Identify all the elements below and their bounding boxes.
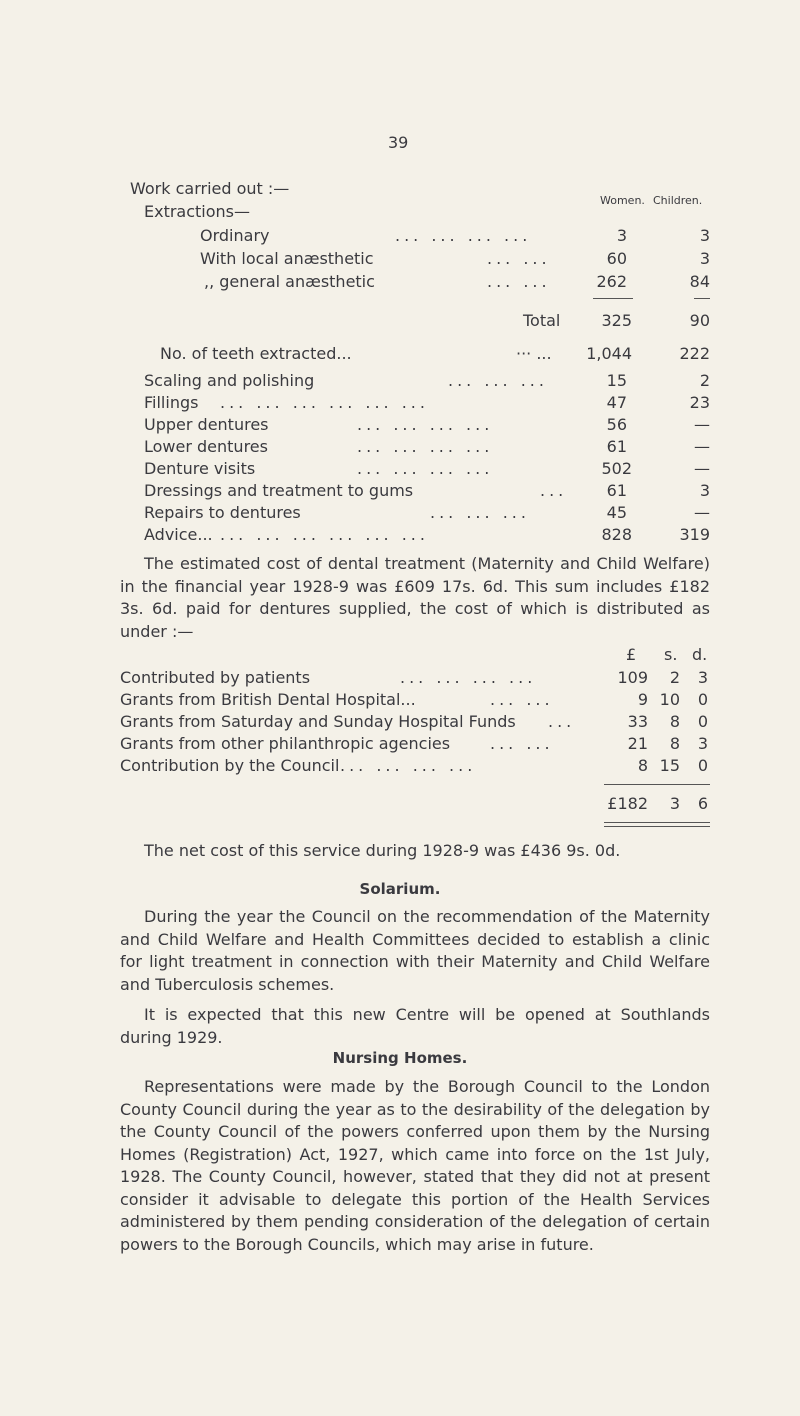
table-cell-women: 828 — [601, 525, 632, 544]
table-row-label: Ordinary — [200, 226, 270, 245]
table-row-label: Grants from British Dental Hospital... — [120, 690, 416, 709]
col-women-header: Women. — [600, 194, 645, 207]
table-row-label: Grants from other philanthropic agencies — [120, 734, 451, 753]
table-cell-pounds: 109 — [617, 668, 648, 687]
table-cell-women: 61 — [606, 481, 627, 500]
table-cell-pounds: 8 — [637, 756, 648, 775]
table-row-label: ,, general anæsthetic — [204, 272, 375, 291]
table-cell-pence: 3 — [697, 734, 708, 753]
table-cell-children: 23 — [689, 393, 710, 412]
table-row-label: Repairs to dentures — [144, 503, 301, 522]
leader-dots: ... ... ... ... — [357, 437, 494, 456]
solarium-paragraph-1: During the year the Council on the recommendation of the Maternity and Child Welfare and Health Committees decided to establish a clinic for light treatment in connection with their Maternity and Child Welfare and Tuberculosis schemes. — [120, 907, 710, 994]
total-pounds: £182 — [607, 794, 648, 813]
table-cell-women: 45 — [606, 503, 627, 522]
table-cell-women: 60 — [606, 249, 627, 268]
cost-paragraph — [120, 553, 710, 643]
table-row-label: Contribution by the Council — [120, 756, 340, 775]
table-cell-children: 319 — [679, 525, 710, 544]
table-cell-pence: 0 — [697, 712, 708, 731]
table-cell-children: 2 — [699, 371, 710, 390]
leader-dots: ... — [540, 481, 568, 500]
table-cell-children: 3 — [699, 226, 710, 245]
nursing-homes-paragraph: Representations were made by the Borough Council to the London County Council during the year as to the desirability of the delegation by the County Council of the powers conferred upon them by the Nursing Homes (Registration) Act, 1927, which came into force on the 1st July, 1928. The County Council, however, stated that they did not at present consider it advisable to delegate this portion of the Health Services administered by them pending consideration of the delegation of certain powers to the Borough Councils, which may arise in future. — [120, 1077, 710, 1254]
extractions-label: Extractions— — [144, 202, 251, 221]
cost-paragraph-text: The estimated cost of dental treatment (Maternity and Child Welfare) in the financial year 1928-9 was £609 17s. 6d. This sum includes £182 3s. 6d. paid for dentures supplied, the cost of which is distributed as under :— — [120, 554, 710, 641]
table-cell-pence: 3 — [697, 668, 708, 687]
leader-dots: ... ... ... — [448, 371, 548, 390]
table-cell-shillings: 2 — [669, 668, 680, 687]
table-cell-women: 3 — [616, 226, 627, 245]
leader-dots: ... ... — [490, 690, 554, 709]
total-women: 325 — [601, 311, 632, 330]
teeth-children: 222 — [679, 344, 710, 363]
table-cell-children: 84 — [689, 272, 710, 291]
leader-dots: ... ... ... — [430, 503, 530, 522]
leader-dots: ··· ... — [516, 344, 552, 363]
table-row-label: Contributed by patients — [120, 668, 311, 687]
table-row-label: Grants from Saturday and Sunday Hospital Funds — [120, 712, 516, 731]
table-cell-women: 61 — [606, 437, 627, 456]
leader-dots: ... ... ... ... — [400, 668, 537, 687]
table-cell-pounds: 9 — [637, 690, 648, 709]
table-cell-women: 502 — [601, 459, 632, 478]
table-cell-women: 262 — [596, 272, 627, 291]
table-cell-children: — — [694, 437, 710, 456]
leader-dots: ... ... — [487, 272, 551, 291]
table-row-label: Lower dentures — [144, 437, 268, 456]
work-intro: Work carried out :— — [130, 179, 290, 198]
table-row-label: With local anæsthetic — [200, 249, 374, 268]
table-cell-shillings: 8 — [669, 712, 680, 731]
col-pence-header: d. — [692, 645, 708, 664]
table-cell-children: 3 — [699, 481, 710, 500]
table-cell-pence: 0 — [697, 690, 708, 709]
table-cell-shillings: 8 — [669, 734, 680, 753]
nursing-homes-heading: Nursing Homes. — [332, 1049, 468, 1067]
leader-dots: ... ... — [487, 249, 551, 268]
teeth-extracted-label: No. of teeth extracted... — [160, 344, 352, 363]
col-shillings-header: s. — [664, 645, 678, 664]
solarium-heading: Solarium. — [359, 880, 441, 898]
table-cell-women: 47 — [606, 393, 627, 412]
leader-dots: ... ... ... ... — [357, 459, 494, 478]
table-row-label: Denture visits — [144, 459, 256, 478]
table-cell-children: — — [694, 459, 710, 478]
page-number: 39 — [388, 133, 409, 152]
table-cell-women: 56 — [606, 415, 627, 434]
col-pounds-header: £ — [626, 645, 637, 664]
total-pence: 6 — [697, 794, 708, 813]
table-cell-shillings: 10 — [659, 690, 680, 709]
solarium-section — [120, 906, 710, 1049]
table-cell-children: 3 — [699, 249, 710, 268]
net-cost-line: The net cost of this service during 1928-9 was £436 9s. 0d. — [144, 841, 621, 860]
table-cell-shillings: 15 — [659, 756, 680, 775]
total-children: 90 — [689, 311, 710, 330]
table-cell-children: — — [694, 415, 710, 434]
total-shillings: 3 — [669, 794, 680, 813]
total-label: Total — [523, 311, 561, 330]
table-row-label: Dressings and treatment to gums — [144, 481, 414, 500]
subtotal-rule — [593, 298, 633, 299]
total-double-rule — [604, 822, 710, 827]
table-cell-children: — — [694, 503, 710, 522]
leader-dots: ... ... ... ... — [395, 226, 532, 245]
subtotal-rule — [694, 298, 710, 299]
leader-dots: ... — [548, 712, 576, 731]
nursing-homes-section — [120, 1076, 710, 1256]
subtotal-rule — [604, 784, 710, 785]
table-cell-pounds: 21 — [627, 734, 648, 753]
table-row-label: Upper dentures — [144, 415, 269, 434]
table-row-label: Advice... — [144, 525, 213, 544]
col-children-header: Children. — [653, 194, 703, 207]
table-row-label: Fillings — [144, 393, 199, 412]
table-row-label: Scaling and polishing — [144, 371, 315, 390]
leader-dots: ... ... ... ... — [340, 756, 477, 775]
leader-dots: ... ... — [490, 734, 554, 753]
solarium-paragraph-2: It is expected that this new Centre will be opened at Southlands during 1929. — [120, 1005, 710, 1047]
leader-dots: ... ... ... ... — [357, 415, 494, 434]
table-cell-pence: 0 — [697, 756, 708, 775]
leader-dots: ... ... ... ... ... ... — [220, 393, 429, 412]
leader-dots: ... ... ... ... ... ... — [220, 525, 429, 544]
table-cell-pounds: 33 — [627, 712, 648, 731]
table-cell-women: 15 — [606, 371, 627, 390]
teeth-women: 1,044 — [586, 344, 632, 363]
